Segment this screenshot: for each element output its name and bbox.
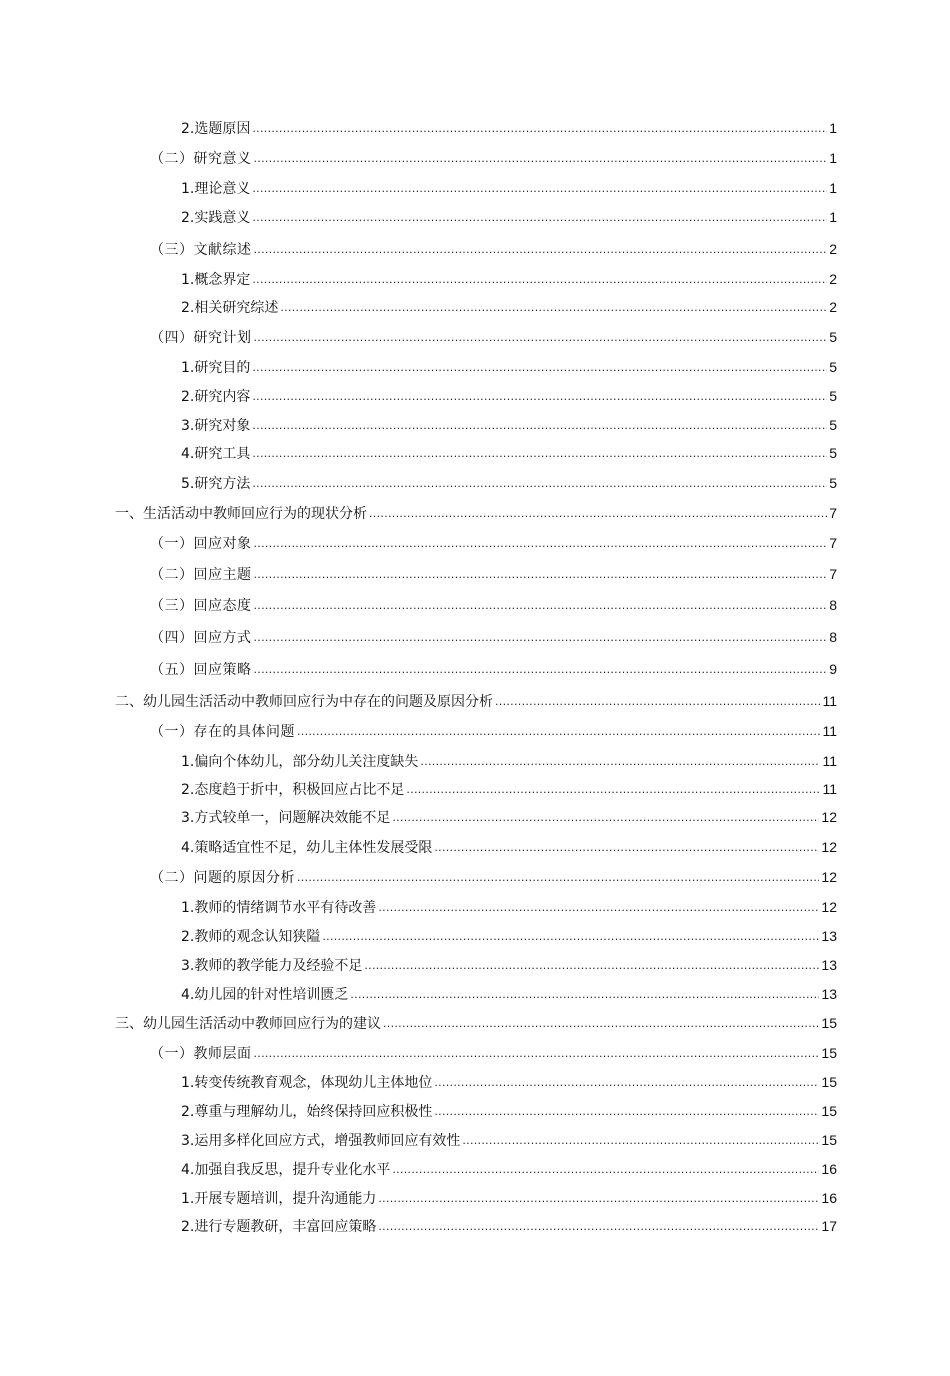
toc-entry[interactable] xyxy=(181,416,837,436)
toc-entry-page-number: 12 xyxy=(821,809,837,825)
toc-dot-leader xyxy=(254,150,828,168)
toc-entry-title: 2.态度趋于折中，积极回应占比不足 xyxy=(181,782,405,798)
toc-entry[interactable] xyxy=(181,358,837,378)
toc-entry-page-number: 2 xyxy=(829,271,837,287)
toc-entry-title: 1.研究目的 xyxy=(181,360,251,376)
toc-entry[interactable] xyxy=(150,868,837,888)
toc-entry-title: （三）回应态度 xyxy=(150,598,252,614)
toc-entry-title: 2.教师的观念认知狭隘 xyxy=(181,929,321,945)
toc-dot-leader xyxy=(383,1015,819,1033)
toc-dot-leader xyxy=(252,209,827,227)
toc-entry-page-number: 9 xyxy=(829,661,837,677)
toc-entry-title: 1.教师的情绪调节水平有待改善 xyxy=(181,900,377,916)
toc-entry-page-number: 5 xyxy=(829,445,837,461)
toc-entry[interactable] xyxy=(181,956,837,976)
toc-dot-leader xyxy=(406,781,820,799)
toc-entry-title: 3.运用多样化回应方式，增强教师回应有效性 xyxy=(181,1133,461,1149)
toc-entry-title: 4.幼儿园的针对性培训匮乏 xyxy=(181,987,349,1003)
toc-entry-page-number: 5 xyxy=(829,388,837,404)
toc-entry-title: （五）回应策略 xyxy=(150,662,252,678)
toc-entry[interactable] xyxy=(115,1014,837,1034)
toc-dot-leader xyxy=(254,535,828,553)
toc-entry-title: （二）问题的原因分析 xyxy=(150,870,295,886)
toc-entry[interactable] xyxy=(181,1073,837,1093)
toc-entry-title: 3.研究对象 xyxy=(181,418,251,434)
toc-entry[interactable] xyxy=(150,660,837,680)
toc-entry-title: 1.开展专题培训，提升沟通能力 xyxy=(181,1191,377,1207)
toc-entry-page-number: 13 xyxy=(821,957,837,973)
toc-entry-title: 3.教师的教学能力及经验不足 xyxy=(181,958,363,974)
toc-dot-leader xyxy=(434,839,819,857)
toc-dot-leader xyxy=(252,388,827,406)
toc-entry[interactable] xyxy=(150,328,837,348)
toc-dot-leader xyxy=(420,753,820,771)
toc-dot-leader xyxy=(254,597,828,615)
toc-entry-title: 2.尊重与理解幼儿，始终保持回应积极性 xyxy=(181,1104,433,1120)
toc-dot-leader xyxy=(252,359,827,377)
toc-entry-page-number: 15 xyxy=(821,1103,837,1119)
toc-entry-title: （四）回应方式 xyxy=(150,630,252,646)
toc-entry-page-number: 1 xyxy=(829,180,837,196)
toc-entry-title: （一）存在的具体问题 xyxy=(150,724,295,740)
toc-entry-page-number: 1 xyxy=(829,150,837,166)
toc-entry[interactable] xyxy=(181,808,837,828)
toc-entry-page-number: 15 xyxy=(821,1132,837,1148)
toc-entry-title: （二）研究意义 xyxy=(150,151,252,167)
toc-entry-title: 4.研究工具 xyxy=(181,446,251,462)
toc-entry-page-number: 7 xyxy=(829,535,837,551)
toc-entry-title: （一）回应对象 xyxy=(150,536,252,552)
toc-dot-leader xyxy=(252,445,827,463)
toc-entry[interactable] xyxy=(181,927,837,947)
toc-entry[interactable] xyxy=(181,1217,837,1237)
toc-entry-page-number: 12 xyxy=(821,839,837,855)
toc-entry[interactable] xyxy=(181,898,837,918)
toc-dot-leader xyxy=(378,1190,819,1208)
toc-entry-title: 5.研究方法 xyxy=(181,476,251,492)
toc-dot-leader xyxy=(297,869,819,887)
toc-dot-leader xyxy=(254,629,828,647)
toc-entry-page-number: 5 xyxy=(829,329,837,345)
toc-dot-leader xyxy=(252,180,827,198)
toc-entry[interactable] xyxy=(115,504,837,524)
toc-entry[interactable] xyxy=(181,474,837,494)
toc-entry-page-number: 1 xyxy=(829,209,837,225)
toc-entry[interactable] xyxy=(181,780,837,800)
toc-entry[interactable] xyxy=(181,1131,837,1151)
toc-entry-page-number: 17 xyxy=(821,1218,837,1234)
toc-entry-title: 1.理论意义 xyxy=(181,181,251,197)
toc-dot-leader xyxy=(280,299,827,317)
toc-dot-leader xyxy=(364,957,819,975)
toc-entry-title: 3.方式较单一，问题解决效能不足 xyxy=(181,810,391,826)
toc-dot-leader xyxy=(252,475,827,493)
toc-dot-leader xyxy=(254,1045,820,1063)
toc-entry-page-number: 15 xyxy=(821,1015,837,1031)
toc-entry-page-number: 2 xyxy=(829,299,837,315)
toc-entry-title: 2.实践意义 xyxy=(181,210,251,226)
toc-entry-page-number: 11 xyxy=(822,723,837,739)
toc-entry[interactable] xyxy=(181,444,837,464)
toc-entry-page-number: 15 xyxy=(821,1045,837,1061)
toc-entry[interactable] xyxy=(150,240,837,260)
toc-entry-page-number: 11 xyxy=(822,693,837,709)
toc-entry-page-number: 16 xyxy=(821,1161,837,1177)
toc-dot-leader xyxy=(434,1103,819,1121)
toc-entry[interactable] xyxy=(181,387,837,407)
toc-dot-leader xyxy=(297,723,820,741)
toc-entry-title: （三）文献综述 xyxy=(150,242,252,258)
toc-entry-page-number: 12 xyxy=(821,869,837,885)
toc-dot-leader xyxy=(350,986,819,1004)
toc-entry-page-number: 8 xyxy=(829,629,837,645)
toc-entry-title: 三、幼儿园生活活动中教师回应行为的建议 xyxy=(115,1016,381,1032)
toc-entry-page-number: 5 xyxy=(829,475,837,491)
toc-entry-page-number: 12 xyxy=(821,899,837,915)
toc-entry-page-number: 13 xyxy=(821,928,837,944)
toc-entry-page-number: 7 xyxy=(829,566,837,582)
toc-entry-page-number: 11 xyxy=(822,753,837,769)
toc-entry-title: 2.选题原因 xyxy=(181,121,251,137)
toc-entry[interactable] xyxy=(150,1044,837,1064)
toc-entry[interactable] xyxy=(150,534,837,554)
toc-entry[interactable] xyxy=(181,1160,837,1180)
toc-dot-leader xyxy=(369,505,827,523)
toc-entry[interactable] xyxy=(115,692,837,712)
toc-dot-leader xyxy=(434,1074,819,1092)
toc-entry-title: 1.转变传统教育观念，体现幼儿主体地位 xyxy=(181,1075,433,1091)
toc-dot-leader xyxy=(254,661,828,679)
toc-dot-leader xyxy=(252,417,827,435)
toc-entry[interactable] xyxy=(181,270,837,290)
toc-entry-page-number: 2 xyxy=(829,241,837,257)
toc-entry[interactable] xyxy=(181,179,837,199)
toc-entry[interactable] xyxy=(181,838,837,858)
toc-entry[interactable] xyxy=(181,1102,837,1122)
toc-dot-leader xyxy=(252,271,827,289)
toc-entry-page-number: 8 xyxy=(829,597,837,613)
toc-entry-page-number: 15 xyxy=(821,1074,837,1090)
toc-entry-page-number: 11 xyxy=(822,781,837,797)
toc-entry-title: 1.概念界定 xyxy=(181,272,251,288)
toc-entry-page-number: 5 xyxy=(829,359,837,375)
toc-entry[interactable] xyxy=(150,565,837,585)
toc-dot-leader xyxy=(392,809,819,827)
toc-entry[interactable] xyxy=(150,722,837,742)
toc-entry-title: 一、生活活动中教师回应行为的现状分析 xyxy=(115,506,367,522)
toc-entry[interactable] xyxy=(181,985,837,1005)
toc-entry[interactable] xyxy=(150,149,837,169)
toc-entry-page-number: 5 xyxy=(829,417,837,433)
toc-entry-title: 2.进行专题教研，丰富回应策略 xyxy=(181,1219,377,1235)
toc-dot-leader xyxy=(322,928,819,946)
toc-dot-leader xyxy=(462,1132,819,1150)
toc-entry-title: （一）教师层面 xyxy=(150,1046,252,1062)
toc-entry-title: 1.偏向个体幼儿，部分幼儿关注度缺失 xyxy=(181,754,419,770)
toc-entry-title: 二、幼儿园生活活动中教师回应行为中存在的问题及原因分析 xyxy=(115,694,493,710)
toc-entry-page-number: 1 xyxy=(829,120,837,136)
toc-entry[interactable] xyxy=(181,752,837,772)
toc-dot-leader xyxy=(378,899,819,917)
toc-entry-title: （二）回应主题 xyxy=(150,567,252,583)
toc-entry-title: （四）研究计划 xyxy=(150,330,252,346)
toc-entry[interactable] xyxy=(181,1189,837,1209)
toc-dot-leader xyxy=(495,693,820,711)
toc-dot-leader xyxy=(252,120,827,138)
toc-dot-leader xyxy=(254,566,828,584)
toc-dot-leader xyxy=(378,1218,819,1236)
toc-entry-page-number: 7 xyxy=(829,505,837,521)
toc-entry[interactable] xyxy=(181,208,837,228)
toc-entry-page-number: 16 xyxy=(821,1190,837,1206)
toc-entry-title: 2.相关研究综述 xyxy=(181,300,279,316)
toc-entry[interactable] xyxy=(181,119,837,139)
toc-entry-title: 4.加强自我反思，提升专业化水平 xyxy=(181,1162,391,1178)
toc-entry[interactable] xyxy=(150,596,837,616)
toc-entry[interactable] xyxy=(181,298,837,318)
toc-entry-title: 2.研究内容 xyxy=(181,389,251,405)
toc-dot-leader xyxy=(254,329,828,347)
toc-entry-title: 4.策略适宜性不足，幼儿主体性发展受限 xyxy=(181,840,433,856)
toc-entry-page-number: 13 xyxy=(821,986,837,1002)
toc-dot-leader xyxy=(254,241,828,259)
toc-entry[interactable] xyxy=(150,628,837,648)
toc-dot-leader xyxy=(392,1161,819,1179)
